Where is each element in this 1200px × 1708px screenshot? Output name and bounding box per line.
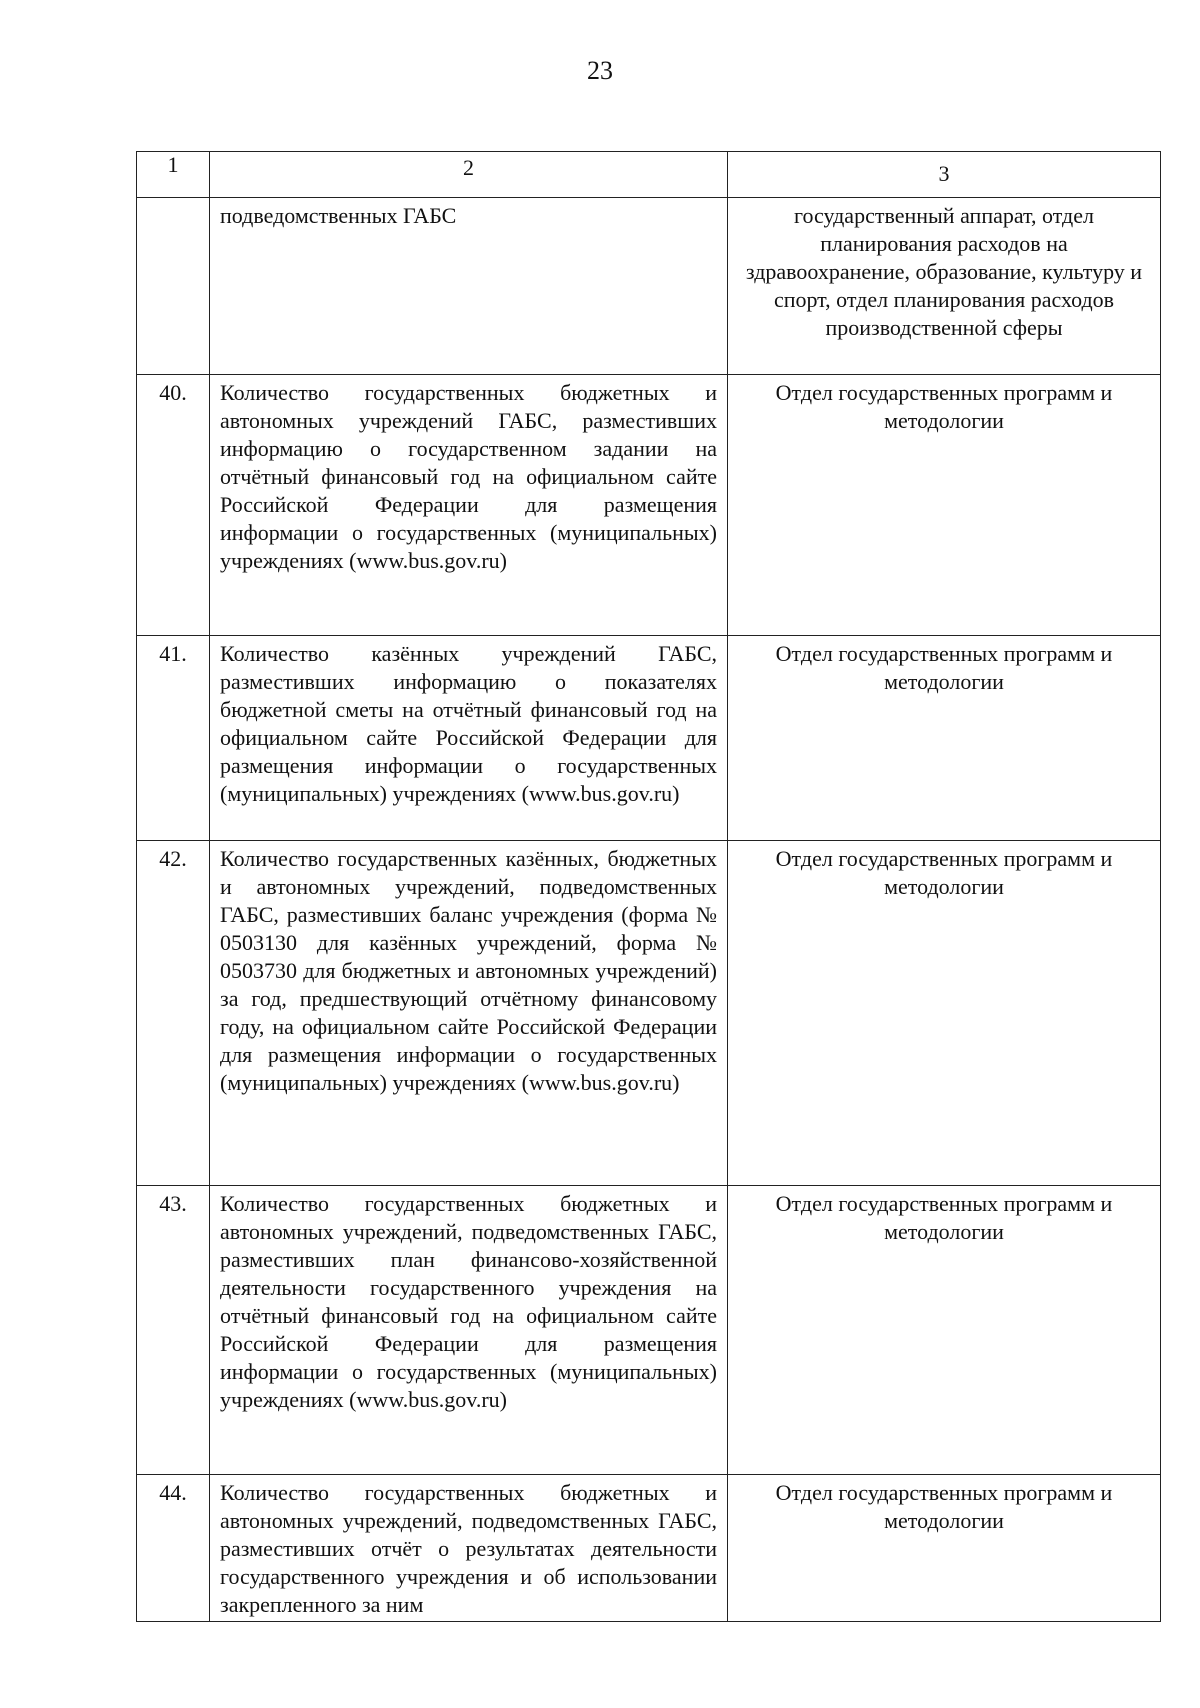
indicator-description: подведомственных ГАБС bbox=[210, 198, 728, 375]
responsible-department: Отдел государственных программ и методологии bbox=[728, 636, 1161, 841]
table-row bbox=[137, 375, 1161, 636]
header-col-2: 2 bbox=[210, 152, 728, 198]
row-number: 43. bbox=[137, 1186, 210, 1475]
indicator-description: Количество государственных бюджетных и автономных учреждений, подведомственных ГАБС, разместивших план финансово-хозяйственной деятельности государственного учреждения на отчётный финансовый год на официальном сайте Российской Федерации для размещения информации о государственных (муниципальных) учреждениях (www.bus.gov.ru) bbox=[210, 1186, 728, 1475]
indicator-description: Количество государственных бюджетных и автономных учреждений, подведомственных ГАБС, разместивших отчёт о результатах деятельности государственного учреждения и об использовании закрепленного за ним bbox=[210, 1475, 728, 1622]
page-number: 23 bbox=[587, 56, 613, 85]
header-col-3: 3 bbox=[728, 152, 1161, 198]
row-number bbox=[137, 198, 210, 375]
table-row bbox=[137, 636, 1161, 841]
indicators-table bbox=[136, 151, 1161, 1622]
row-number: 44. bbox=[137, 1475, 210, 1622]
responsible-department: Отдел государственных программ и методологии bbox=[728, 375, 1161, 636]
indicator-description: Количество государственных казённых, бюджетных и автономных учреждений, подведомственных ГАБС, разместивших баланс учреждения (форма № 0503130 для казённых учреждений, форма № 0503730 для бюджетных и автономных учреждений) за год, предшествующий отчётному финансовому году, на официальном сайте Российской Федерации для размещения информации о государственных (муниципальных) учреждениях (www.bus.gov.ru) bbox=[210, 841, 728, 1186]
responsible-department: Отдел государственных программ и методологии bbox=[728, 841, 1161, 1186]
indicator-description: Количество казённых учреждений ГАБС, разместивших информацию о показателях бюджетной сметы на отчётный финансовый год на официальном сайте Российской Федерации для размещения информации о государственных (муниципальных) учреждениях (www.bus.gov.ru) bbox=[210, 636, 728, 841]
indicator-description: Количество государственных бюджетных и автономных учреждений ГАБС, разместивших информацию о государственном задании на отчётный финансовый год на официальном сайте Российской Федерации для размещения информации о государственных (муниципальных) учреждениях (www.bus.gov.ru) bbox=[210, 375, 728, 636]
table-header-row bbox=[137, 152, 1161, 198]
table-row bbox=[137, 198, 1161, 375]
table-row bbox=[137, 1186, 1161, 1475]
header-col-1: 1 bbox=[137, 152, 210, 198]
responsible-department: Отдел государственных программ и методологии bbox=[728, 1186, 1161, 1475]
row-number: 40. bbox=[137, 375, 210, 636]
responsible-department: государственный аппарат, отдел планирования расходов на здравоохранение, образование, культуру и спорт, отдел планирования расходов производственной сферы bbox=[728, 198, 1161, 375]
row-number: 41. bbox=[137, 636, 210, 841]
table-row bbox=[137, 1475, 1161, 1622]
table-row bbox=[137, 841, 1161, 1186]
row-number: 42. bbox=[137, 841, 210, 1186]
responsible-department: Отдел государственных программ и методологии bbox=[728, 1475, 1161, 1622]
